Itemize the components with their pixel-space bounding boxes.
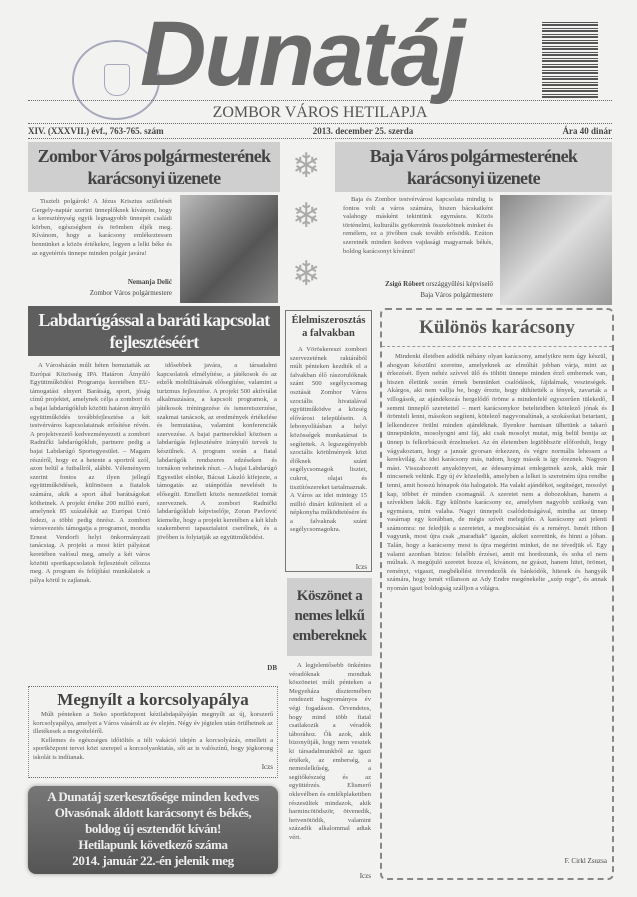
thanks-signature: Iczs bbox=[359, 872, 371, 880]
left-greeting-body: Tisztelt polgárok! A Jézus Krisztus születését Gergely-naptár szerint ünneplőknek kívánom, hogy a kereszténység egyik legnagyobb ünnepét családi körben, egészségben és örömben éljék meg. Kívánom, hogy a karácsony emlékeztessen bennünket a közös értékekre, legyen a lelki béke és az egyetértés ünnepe minden polgár javára! bbox=[32, 198, 172, 257]
masthead-logo: Dunatáj bbox=[140, 3, 464, 105]
food-article-body: A Vöröskereszt zombori szervezetének raktárából múlt pénteken kezdték el a falvakban élő rászorulóknak szánt 500 segélycsomag osztását Zombor Város szociális hivatalával együttműködve a község elővárosi településein. A lebonyolításban a helyi közösségek munkatársai is segítettek. A legszegényebb szociális körülmények közt élőknek szánt segélycsomagok lisztet, cukrot, olajat és tisztítószereket tartalmaznak. A Város az idei mintegy 15 millió dinárt különített el a népkonyha működtetésére és a falvaknak szánt segélycsomagokra. bbox=[290, 346, 367, 534]
rink-signature: Iczs bbox=[261, 762, 273, 771]
left-greeting-title: Zombor Város polgármesterének karácsonyi üzenete bbox=[28, 142, 280, 192]
food-article-box bbox=[285, 310, 372, 572]
food-signature: Iczs bbox=[355, 563, 367, 571]
masthead-subtitle: ZOMBOR VÁROS HETILAPJA bbox=[212, 104, 428, 121]
food-article-title: Élelmiszerosztás a falvakban bbox=[291, 315, 366, 339]
right-greeting-author bbox=[343, 280, 493, 288]
snowflake-icon: ❄ bbox=[292, 148, 321, 185]
football-article-title: Labdarúgással a baráti kapcsolat fejlesztéséért bbox=[28, 306, 280, 356]
christmas-article-box bbox=[380, 308, 614, 880]
issue-date: 2013. december 25. szerda bbox=[312, 126, 414, 136]
snowflake-icon: ❄ bbox=[292, 256, 321, 293]
issue-info-row bbox=[28, 126, 612, 136]
right-greeting-body: Baja és Zombor testvérvárosi kapcsolata mindig is fontos volt a város számára, hiszen bácskaiként valahogy másként tekintünk egymásra. Közös történelmi, kulturális gyökereink összekötnek minket és remélem, ez a jövőben csak tovább erősödik. Ezúton szeretnék minden kedves vajdasági magyarnak békés, boldog karácsonyt kívánni! bbox=[343, 196, 493, 255]
banner-line: boldog új esztendőt kíván! bbox=[85, 821, 221, 836]
issn-barcode bbox=[542, 22, 598, 98]
thanks-article-title: Köszönet a nemes lelkű embereknek bbox=[287, 578, 372, 656]
christmas-article-body: Mindenki életében adódik néhány olyan karácsony, amelyikre nem úgy készül, ahogyan készülni szeretne, amelyeknek az elmúltát jobban várja, mint az érkezését. Ilyen nehéz szívvel ülő és töltött ünnepe minden érző embernek van, hiszen életünk során érnek bennünket csalódások, fájdalmak, veszteségek. Akárgos, aki nem vallja be, hogy érezte, hogy dühítették a fények, zavarták a villogások, az ajándékozás hergelődő öröme a mindenfelé egyszerűen tülekedő, semmi ünneplő szeretettel – mert karácsonykor betelteidben kötelező jónak és örömteli lenni, másokon segíteni, kötelező nagyvonalúnak, a szokásokat betartani, lelkendezve örülni minden ajándéknak. Ilyenkor hamisan ülhetünk a takaró ünnepünkön, mosolyogni ami fáj, aki csak mosolyt mutat, míg belül bontja az ünnep is felkorbácsolt érzelmeket. Az én életemben legtöbbször előfordult, hogy vágyakoztam, hogy a január gyorsan érkezzen, és végre normális lehessen a kerekvilág. Az idei karácsony más, tudom, hogy mások is így éreznek. Nagyon mást. Visszahozott anyakönyvet, az édesanyámat emlegetnek azok, akik már nincsenek velünk. Egy új év közeledik, amelyben a lelket is szeretném újra rendbe tenni, amit hosszú hónapok óta halogatok. Ha valaki ajándékot, segítséget, mosolyt kap, többet ér minden csomagnál. A szeretet nem a dobozokban, hanem a szívekben lakik. Egy különös karácsony ez, amelyben nagyobb szükség van egymásra, mint valaha. Nagyi ünnepelt csalódottságával, mintha az ünnep vasárnap egy korábban, de mégis szívét melegítőn. A karácsony azt jelenti számomra: ne feledjük a szeretetet, a megbocsátást és a reményt. Ismét itthon vagyunk, most újra csak „maradtak” igazán, akiket szeretünk, és hinni a jóban. Talán, hogy a karácsony most is újra megérint minket, de ne tévedjük el. Egy valami azonban biztos: felsőbb érzései, amit mi hordozunk, és soha el nem múlnak. A megújuló szeretet hozza el, kívánom, ne gyászt, hanem hitet, örömet, reményt, vigaszt, megbékélést örvendezők és bánkódók, hitesek és hangyák számára, hogy ismét villanson az Ady Endre megénekelte „szép rege”, és annak nyomán igazi boldogság szálljon a világra. bbox=[387, 353, 607, 593]
holiday-greeting-banner bbox=[28, 786, 278, 874]
banner-line: A Dunatáj szerkesztősége minden kedves bbox=[47, 789, 259, 804]
football-signature: DB bbox=[267, 664, 277, 672]
football-article-col1: A Városházán múlt héten bemutatták az Európai Közösség IPA Határon Átnyúló Együttműködési Programja keretében EU-támogatást elnyert Barátság, sport, jóság című projektet, amelynek célja a zombori és a bajai labdarúgóklub közötti határon átnyúló együttműködés továbbfejlesztése a két testvérváros kapcsolatainak erősítése révén. A projektvezető kedvezményezett a zombori Radnički labdarúgóklub, partnere pedig a bajai Labdarúgó Sportegyesület. – Magam részéről, hogy ez a hetente a sportról szól, azon belül a futballról, alábbi. Véleményem szerint fontos az ilyen jellegű együttműködések, különösen a fiatalok számára, akik a sport által barátságokat köthetnek. A projekt értéke 200 millió euró, amelynek 85 százalékát az Európai Unió fedezi, a többi pedig önrész. A zombori városvezetés támogatja a programot, mondta Ernest Vendorfi helyi önkormányzati tanácstag. A projekt a most kiírt pályázat keretében valósul meg, amely a két város közötti sportkapcsolatok fejlesztését célozza meg. A program és felújítási munkálatok a pálya körül is zajlanak. bbox=[30, 362, 150, 584]
banner-line: 2014. január 22.-én jelenik meg bbox=[72, 853, 234, 868]
snowflake-icon: ❄ bbox=[292, 198, 321, 235]
author-role: országgyűlési képviselő bbox=[425, 280, 493, 288]
author-name: Zsigó Róbert bbox=[385, 280, 425, 288]
divider bbox=[28, 138, 612, 139]
left-greeting-author: Nemanja Delić bbox=[127, 278, 172, 286]
mayor-zombor-photo bbox=[180, 195, 278, 303]
issue-number: XIV. (XXXVII.) évf., 763-765. szám bbox=[28, 126, 164, 136]
divider bbox=[28, 100, 612, 101]
banner-line: Olvasónak áldott karácsonyt és békés, bbox=[54, 805, 252, 820]
rink-article-body: Múlt pénteken a Soko sportközpont kézilabdapályáján megnyílt az új, korszerű korcsolyapálya, amelyet a Város vásárolt az év elején. Négy év jégtelen után örülhetnek az illetékesek a megvételéről. Kellemes és egészséges időtöltés a téli vakáció idején a korcsolyázás, emellett a sportközpont tervei közt szerepel a korcsolyaoktatás, sőt az is valószínű, hogy jégkorong iskolát is indítanak. bbox=[33, 711, 273, 761]
right-greeting-role: Baja Város polgármestere bbox=[420, 291, 493, 299]
divider bbox=[28, 123, 612, 124]
christmas-signature: F. Cirkl Zsuzsa bbox=[564, 857, 607, 865]
rink-article-title: Megnyílt a korcsolyapálya bbox=[57, 690, 249, 709]
mayor-baja-photo bbox=[500, 195, 612, 305]
christmas-article-title: Különös karácsony bbox=[382, 310, 612, 347]
right-greeting-title: Baja Város polgármesterének karácsonyi üzenete bbox=[335, 142, 612, 192]
football-article-col2: idősebbek javára, a társadalmi kapcsolatok elmélyítése, a játékosok és az edzők mobilitásának elősegítése, valamint a turizmus fejlesztése. A projekt 500 aktívtálat alkalmazására, a kapcsolt programok, a játékosok tréningezése és ismeretszerzése, szakmai tanácsok, az eredmények értékelése és bemutatása, valamint konferenciák szervezése. A bajai partnerekkel közösen a labdarúgás fejlesztésére irányuló tervek is készülnek. A program során a fiatal labdarúgók rendszeres edzéseken és tornákon vehetnek részt. – A bajai Labdarúgó Egyesület elnöke, Bácsai László kifejezte, a támogatás az utánpótlás nevelését is elősegíti. Emellett közös nemzetközi tornát szerveznek. A zombori Radnički labdarúgóklub képviselője, Zoran Pavlović kiemelte, hogy a projekt keretében a két klub szakemberei tapasztalatot cserélnek, és a jövőben is folytatják az együttműködést. bbox=[157, 362, 277, 541]
thanks-article-body: A legjelentősebb önkéntes véradóknak mondtak köszönetet múlt pénteken a Megyeháza dísztermében rendezett hagyományos év végi fogadáson. Örvendetes, hogy mind több fiatal csatlakozik a véradók táborához. Ők azok, akik bizonyítják, hogy nem vesztek ki társadalmunkból az igazi értékek, az emberség, a nemeslelkűség, a segítőkészség és az együttérzés. Elismerő oklevélben és emlékplakettben részesültek mindazok, akik harmincötödször, ötvenedik, hetvenötödik, valamint századik alkalommal adtak vért. bbox=[289, 662, 371, 841]
rink-article-box bbox=[28, 686, 278, 778]
left-greeting-role: Zombor Város polgármestere bbox=[89, 289, 172, 297]
issue-price: Ára 40 dinár bbox=[562, 126, 612, 136]
banner-line: Hetilapunk következő száma bbox=[78, 837, 228, 852]
